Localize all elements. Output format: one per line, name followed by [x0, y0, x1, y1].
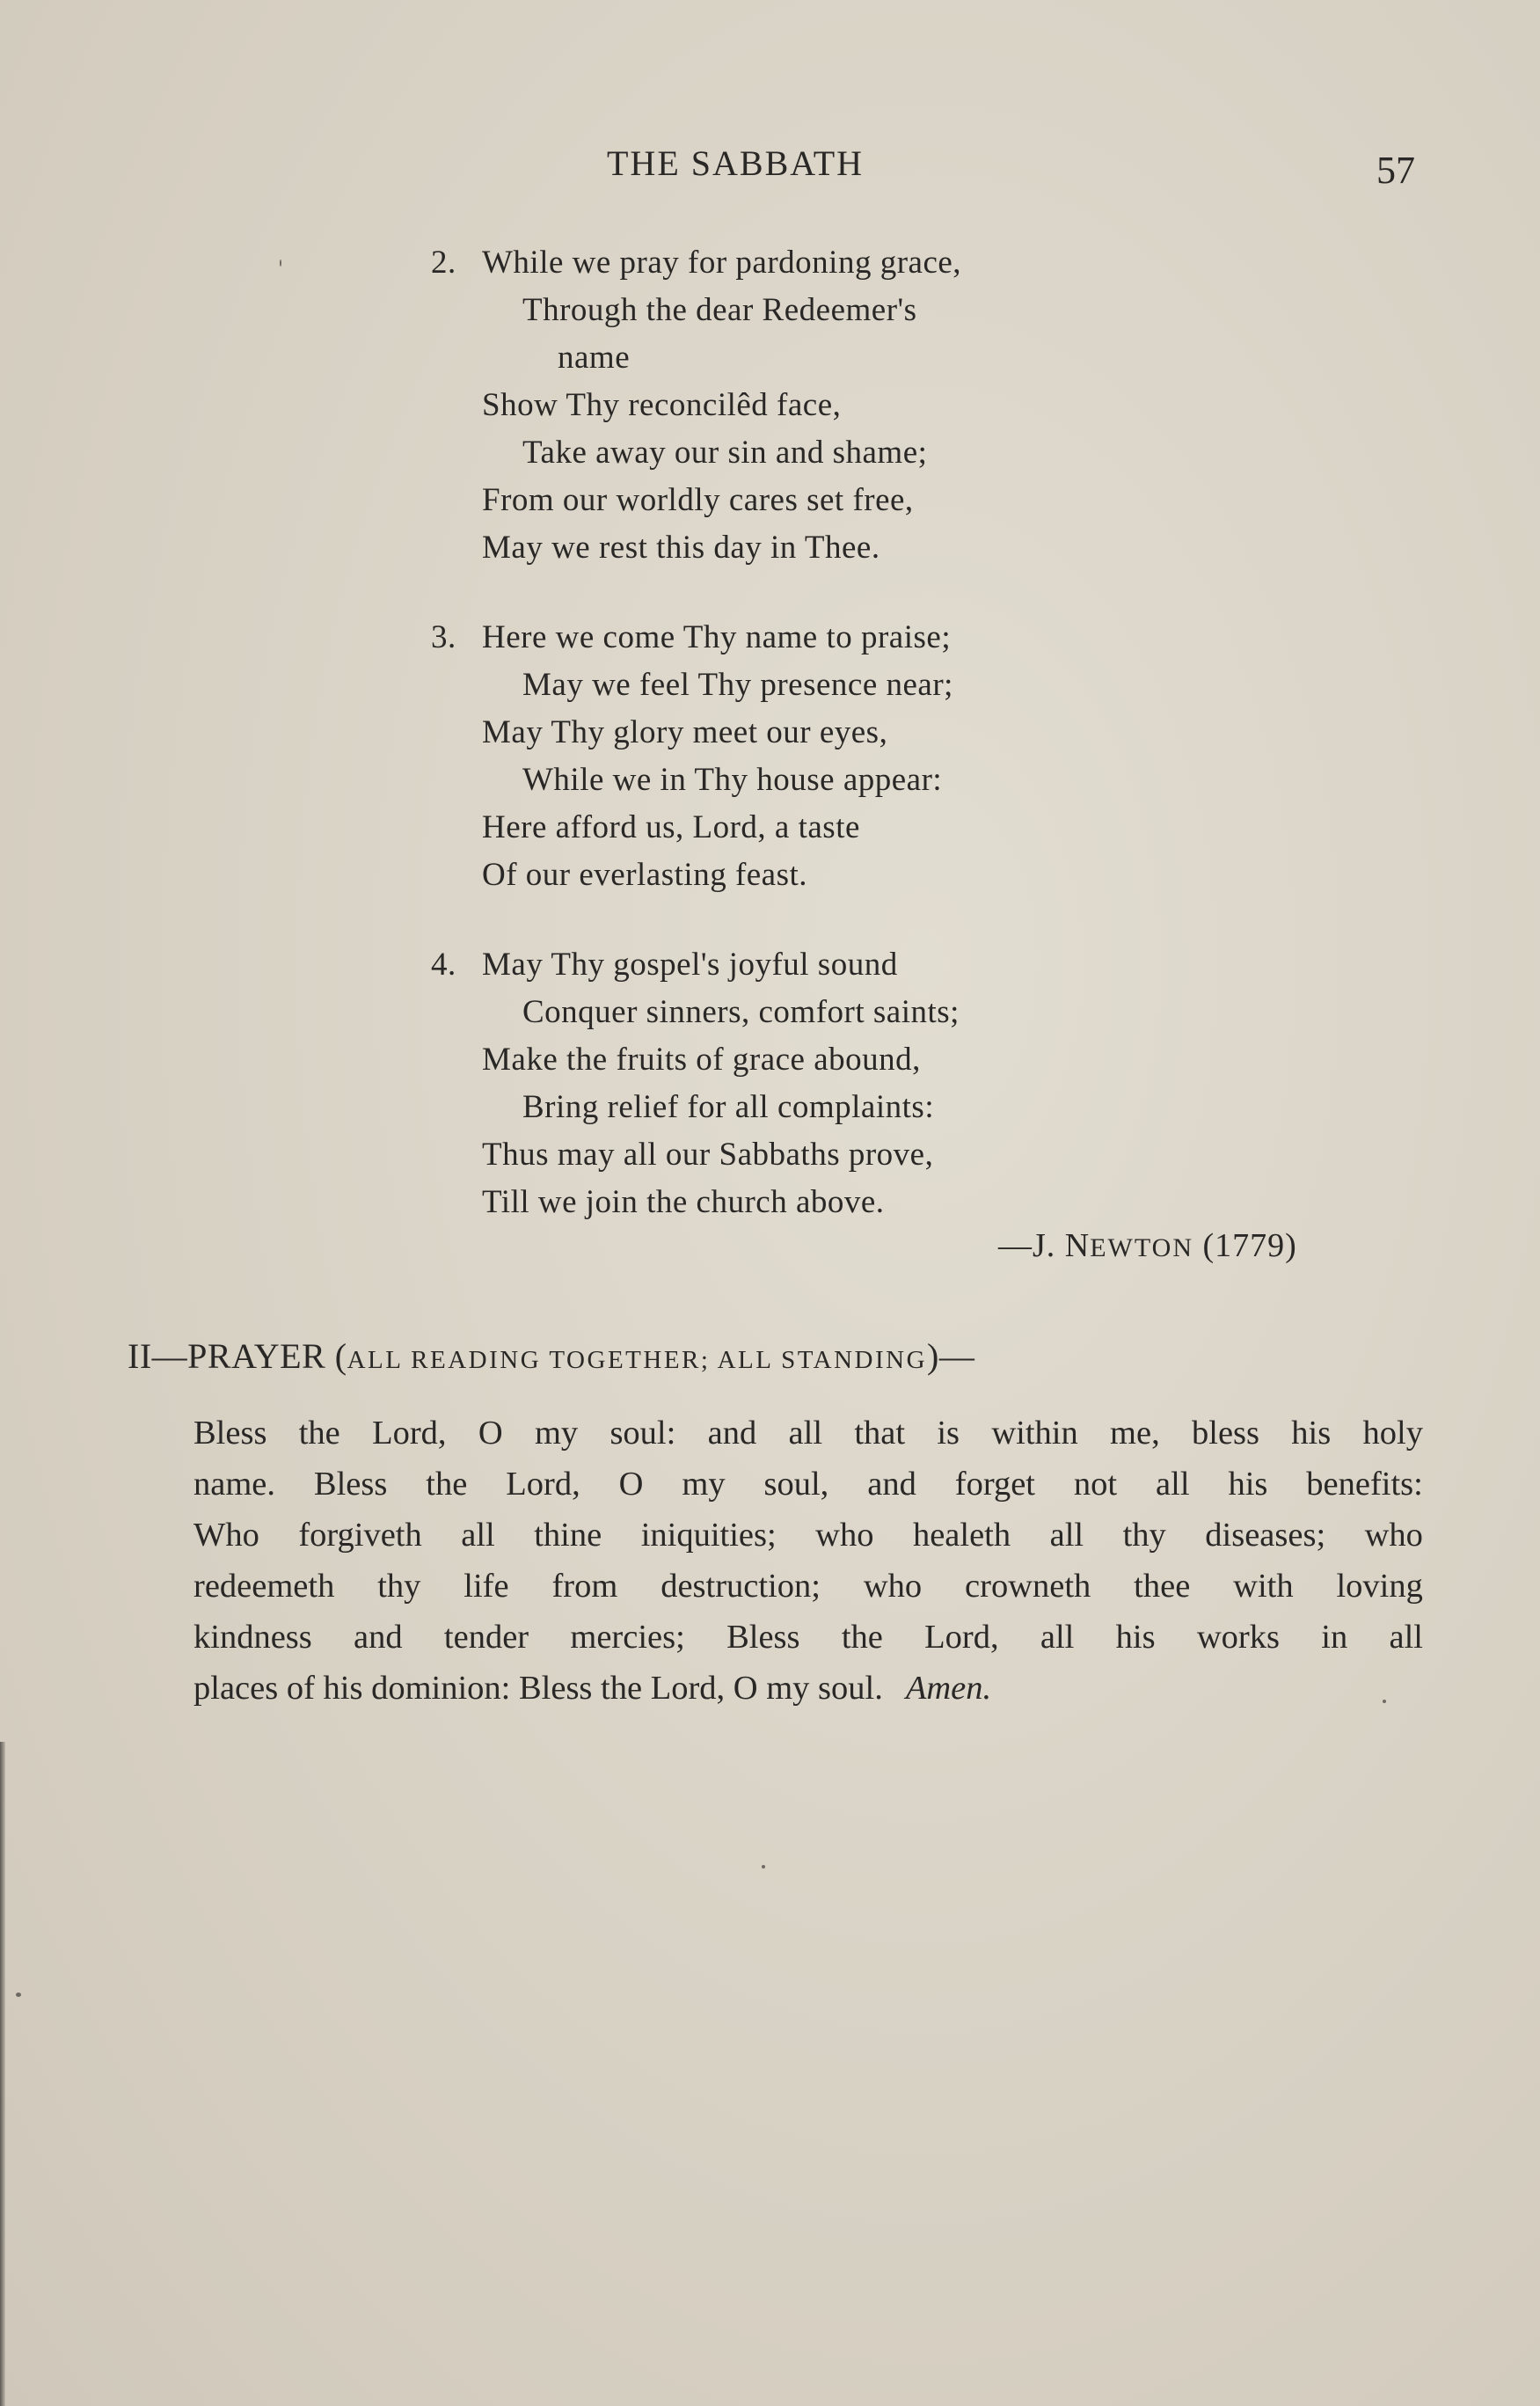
print-speck: [1383, 1700, 1386, 1703]
prayer-word: thy: [1122, 1517, 1166, 1554]
prayer-word: name.: [193, 1466, 275, 1503]
prayer-word: soul:: [609, 1415, 676, 1452]
stanza-line: Make the fruits of grace abound,: [482, 1042, 921, 1078]
prayer-word: and: [867, 1466, 916, 1503]
print-speck: [762, 1865, 765, 1868]
stanza-line: May we rest this day in Thee.: [482, 530, 880, 566]
prayer-word: forget: [954, 1466, 1035, 1503]
prayer-word: Bless: [726, 1619, 800, 1656]
stanza-number: 2.: [431, 245, 456, 281]
prayer-word: the: [426, 1466, 468, 1503]
prayer-line-last: [193, 1663, 1423, 1714]
stanza-line: Till we join the church above.: [482, 1184, 885, 1220]
stanza-line: Through the dear Redeemer's: [522, 292, 917, 328]
stanza-line: [431, 614, 953, 662]
prayer-word: mercies;: [570, 1619, 685, 1656]
stanza-line: Of our everlasting feast.: [482, 857, 808, 893]
prayer-word: thy: [377, 1568, 421, 1605]
prayer-word: in: [1321, 1619, 1348, 1656]
prayer-last-text: places of his dominion: Bless the Lord, O my soul.: [193, 1670, 883, 1707]
stanza-line: Take away our sin and shame;: [522, 435, 928, 471]
prayer-line: [193, 1459, 1423, 1510]
prayer-word: who: [863, 1568, 923, 1605]
attribution-surname: EWTON: [1090, 1233, 1193, 1262]
prayer-word: Bless: [193, 1415, 267, 1452]
prayer-line: [193, 1408, 1423, 1459]
prayer-word: all: [1049, 1517, 1084, 1554]
prayer-word: Lord,: [506, 1466, 580, 1503]
prayer-word: Who: [193, 1517, 259, 1554]
prayer-word: my: [682, 1466, 726, 1503]
prayer-word: his: [1115, 1619, 1156, 1656]
prayer-word: benefits:: [1306, 1466, 1423, 1503]
stanza-line: Conquer sinners, comfort saints;: [522, 994, 960, 1030]
prayer-word: who: [1364, 1517, 1423, 1554]
prayer-word: within: [991, 1415, 1078, 1452]
prayer-word: healeth: [912, 1517, 1011, 1554]
stanza-number: 4.: [431, 947, 456, 983]
prayer-word: bless: [1192, 1415, 1259, 1452]
stanza-line: Thus may all our Sabbaths prove,: [482, 1137, 934, 1173]
stanza-line-text: Here we come Thy name to praise;: [482, 619, 952, 655]
attribution-initial: —J. N: [998, 1227, 1091, 1264]
stanza-line-text: May Thy gospel's joyful sound: [482, 947, 898, 983]
stanza-line: May we feel Thy presence near;: [522, 667, 953, 703]
hymn-stanza-3: [431, 614, 953, 899]
prayer-word: tender: [443, 1619, 529, 1656]
page-number: 57: [1376, 149, 1415, 192]
prayer-heading: [128, 1335, 974, 1377]
prayer-word: that: [854, 1415, 906, 1452]
stanza-number: 3.: [431, 619, 456, 655]
prayer-amen: Amen.: [905, 1670, 992, 1707]
stanza-line: [431, 239, 961, 287]
prayer-word: O: [618, 1466, 644, 1503]
prayer-word: Lord,: [924, 1619, 999, 1656]
stanza-line: [431, 941, 960, 989]
prayer-word: his: [1228, 1466, 1268, 1503]
prayer-word: crowneth: [965, 1568, 1091, 1605]
prayer-word: soul,: [763, 1466, 829, 1503]
prayer-word: life: [463, 1568, 509, 1605]
stanza-line: From our worldly cares set free,: [482, 482, 914, 518]
prayer-heading-main: II—PRAYER (: [128, 1336, 347, 1376]
prayer-word: the: [841, 1619, 883, 1656]
stanza-line: name: [558, 340, 631, 376]
prayer-word: thee: [1134, 1568, 1191, 1605]
prayer-word: all: [1040, 1619, 1075, 1656]
prayer-word: me,: [1110, 1415, 1160, 1452]
hymn-attribution: [998, 1226, 1297, 1265]
print-speck: [16, 1993, 21, 1997]
prayer-text: [193, 1408, 1423, 1714]
prayer-word: O: [478, 1415, 503, 1452]
prayer-word: is: [937, 1415, 960, 1452]
prayer-line: [193, 1510, 1423, 1561]
stanza-line: May Thy glory meet our eyes,: [482, 714, 888, 750]
prayer-word: all: [1156, 1466, 1190, 1503]
prayer-word: and: [354, 1619, 403, 1656]
prayer-heading-end: )—: [927, 1336, 975, 1376]
prayer-word: my: [534, 1415, 579, 1452]
prayer-line: [193, 1612, 1423, 1663]
attribution-year: (1779): [1202, 1227, 1297, 1264]
print-speck: [280, 260, 281, 267]
prayer-word: diseases;: [1205, 1517, 1326, 1554]
page-edge-shadow: [0, 1742, 5, 2406]
running-head: THE SABBATH: [607, 143, 865, 183]
prayer-word: all: [461, 1517, 495, 1554]
prayer-word: the: [298, 1415, 340, 1452]
hymn-stanza-4: [431, 941, 960, 1226]
stanza-line: Here afford us, Lord, a taste: [482, 809, 860, 845]
prayer-word: works: [1196, 1619, 1280, 1656]
prayer-word: thine: [534, 1517, 602, 1554]
prayer-word: kindness: [193, 1619, 312, 1656]
prayer-line: [193, 1561, 1423, 1612]
prayer-word: holy: [1362, 1415, 1423, 1452]
stanza-line: While we in Thy house appear:: [522, 762, 943, 798]
prayer-word: loving: [1336, 1568, 1423, 1605]
prayer-word: Bless: [313, 1466, 388, 1503]
stanza-line-text: While we pray for pardoning grace,: [482, 245, 962, 281]
prayer-word: all: [788, 1415, 823, 1452]
prayer-word: iniquities;: [640, 1517, 777, 1554]
prayer-word: with: [1233, 1568, 1294, 1605]
prayer-word: who: [815, 1517, 874, 1554]
hymn-stanza-2: [431, 239, 961, 572]
prayer-word: his: [1291, 1415, 1332, 1452]
prayer-word: forgiveth: [298, 1517, 422, 1554]
prayer-word: all: [1389, 1619, 1423, 1656]
prayer-word: destruction;: [661, 1568, 821, 1605]
prayer-word: from: [551, 1568, 618, 1605]
stanza-line: Bring relief for all complaints:: [522, 1089, 935, 1125]
stanza-line: Show Thy reconcilêd face,: [482, 387, 842, 423]
prayer-heading-instruction: ALL READING TOGETHER; ALL STANDING: [347, 1346, 928, 1374]
prayer-word: not: [1073, 1466, 1118, 1503]
prayer-word: redeemeth: [193, 1568, 335, 1605]
prayer-word: and: [707, 1415, 757, 1452]
prayer-word: Lord,: [372, 1415, 447, 1452]
